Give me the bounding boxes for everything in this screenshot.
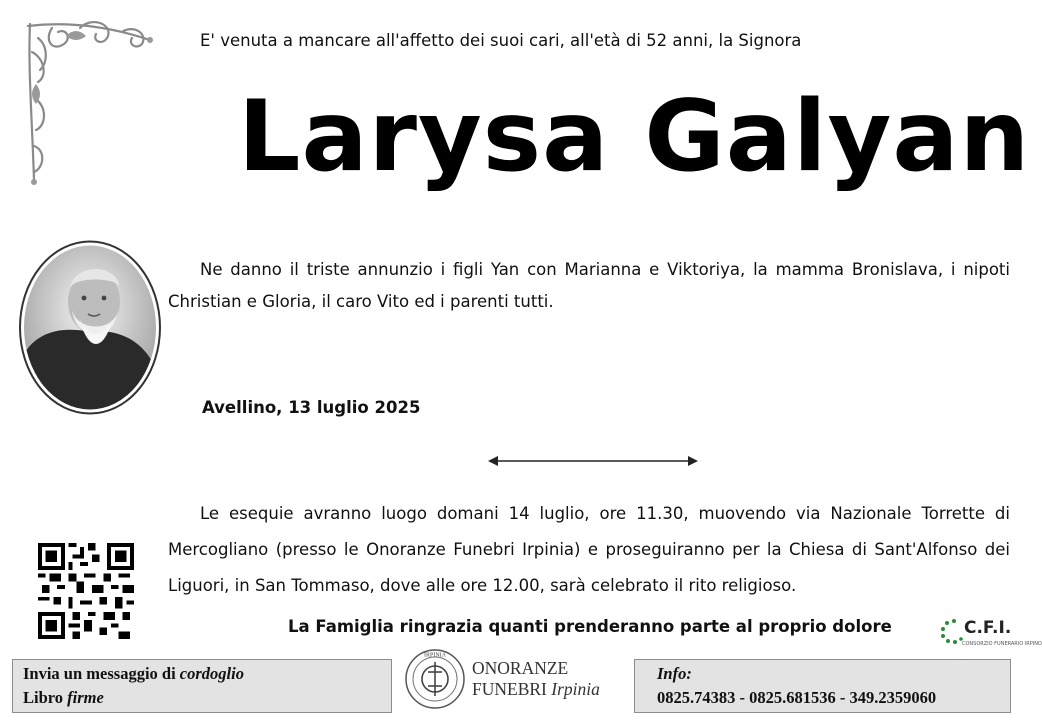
agency-name-line2-emphasis: Irpinia bbox=[551, 679, 600, 699]
send-condolence-label: Invia un messaggio di bbox=[23, 664, 180, 683]
double-arrow-icon bbox=[488, 454, 698, 468]
agency-name bbox=[472, 658, 600, 700]
info-label: Info: bbox=[657, 664, 692, 683]
agency-seal-icon bbox=[404, 648, 466, 710]
agency-name-line2 bbox=[472, 679, 600, 700]
guestbook-emphasis: firme bbox=[67, 688, 104, 707]
info-box bbox=[634, 659, 1011, 713]
cfi-dots-icon bbox=[940, 618, 964, 644]
send-condolence-emphasis: cordoglio bbox=[179, 664, 244, 683]
announcement-text: Ne danno il triste annunzio i figli Yan con Marianna e Viktoriya, la mamma Bronislava, i nipoti Christian e Gloria, il caro Vito ed i parenti tutti. bbox=[168, 260, 1010, 311]
portrait-icon bbox=[18, 240, 162, 415]
seal-text: IRPINIA bbox=[424, 652, 446, 659]
cfi-logo bbox=[940, 614, 1042, 652]
guestbook-label: Libro bbox=[23, 688, 68, 707]
send-condolence-link[interactable] bbox=[23, 664, 244, 684]
agency-name-line2-prefix: FUNEBRI bbox=[472, 679, 552, 699]
floral-ornament-icon bbox=[22, 18, 157, 188]
family-thanks: La Famiglia ringrazia quanti prenderanno parte al proprio dolore bbox=[288, 617, 892, 636]
place-date: Avellino, 13 luglio 2025 bbox=[202, 398, 421, 417]
guestbook-link[interactable] bbox=[23, 688, 104, 708]
agency-name-line1: ONORANZE bbox=[472, 658, 569, 678]
cfi-subtitle: CONSORZIO FUNERARIO IRPINO bbox=[962, 641, 1042, 647]
condolence-box[interactable] bbox=[12, 659, 392, 713]
cfi-text: C.F.I. bbox=[964, 618, 1012, 638]
funeral-details-text: Le esequie avranno luogo domani 14 luglio, ore 11.30, muovendo via Nazionale Torrette di Mercogliano (presso le Onoranze Funebri Irpinia) e proseguiranno per la Chiesa di Sant'Alfonso dei Liguori, in San Tommaso, dove alle ore 12.00, sarà celebrato il rito religioso. bbox=[168, 504, 1010, 595]
deceased-name: Larysa Galyan bbox=[238, 80, 1031, 194]
qr-code-icon[interactable] bbox=[38, 543, 134, 639]
info-phones[interactable]: 0825.74383 - 0825.681536 - 349.2359060 bbox=[657, 688, 937, 707]
intro-text: E' venuta a mancare all'affetto dei suoi cari, all'età di 52 anni, la Signora bbox=[200, 31, 802, 50]
